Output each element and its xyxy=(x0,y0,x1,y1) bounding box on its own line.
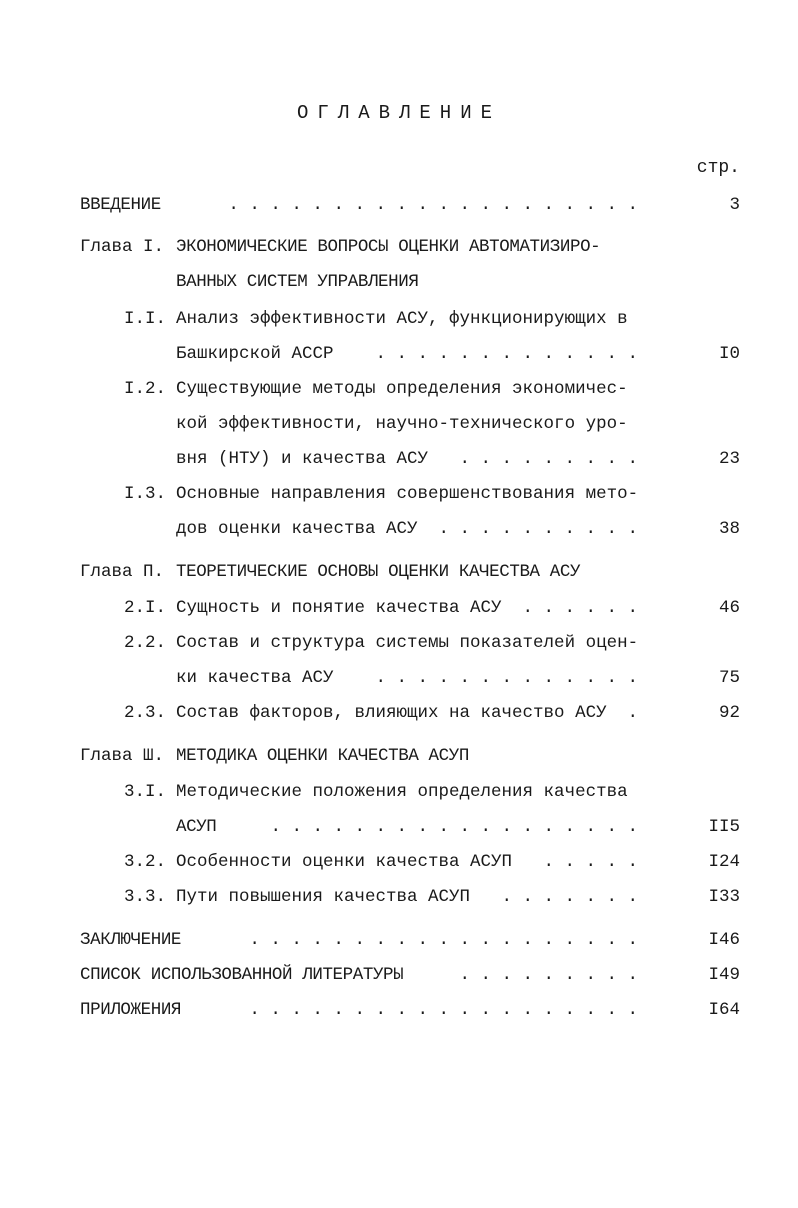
toc-entry-text: Основные направления совершенствования мето- xyxy=(176,484,639,504)
toc-section-number: I.I. xyxy=(124,309,167,329)
toc-entry-text: вня (НТУ) и качества АСУ xyxy=(176,449,429,469)
toc-leader-dots: . . . . . . . . . . . . . . . . . . . xyxy=(249,1000,638,1020)
toc-entry-continuation xyxy=(80,337,798,371)
toc-entry-text: ВВЕДЕНИЕ xyxy=(80,195,161,215)
toc-leader-dots: . xyxy=(627,703,638,723)
toc-section xyxy=(80,775,798,809)
toc-entry xyxy=(80,923,798,957)
toc-entry-continuation xyxy=(80,661,798,695)
toc-entry-text: Анализ эффективности АСУ, функционирующих в xyxy=(176,309,628,329)
toc-section xyxy=(80,591,798,625)
toc-entry xyxy=(80,958,798,992)
toc-entry-text: Пути повышения качества АСУП xyxy=(176,887,471,907)
toc-entry-text: МЕТОДИКА ОЦЕНКИ КАЧЕСТВА АСУП xyxy=(176,746,469,766)
toc-entry-text: Сущность и понятие качества АСУ xyxy=(176,598,502,618)
toc-section-number: 2.I. xyxy=(124,598,167,618)
toc-entry-continuation xyxy=(80,512,798,546)
toc-page-number: I0 xyxy=(718,344,740,364)
toc-entry-text: Башкирской АССР xyxy=(176,344,334,364)
toc-entry-continuation xyxy=(80,442,798,476)
toc-section-number: 3.3. xyxy=(124,887,167,907)
toc-section xyxy=(80,477,798,511)
toc-page-number: 23 xyxy=(718,449,740,469)
toc-page-number: 3 xyxy=(729,195,740,215)
toc-section-number: I.2. xyxy=(124,379,167,399)
toc-leader-dots: . . . . . . . . . xyxy=(459,449,638,469)
toc-leader-dots: . . . . . . . . . . . . . xyxy=(375,344,638,364)
toc-entry-text: СПИСОК ИСПОЛЬЗОВАННОЙ ЛИТЕРАТУРЫ xyxy=(80,965,404,985)
toc-page-number: 38 xyxy=(718,519,740,539)
toc-page-number: I24 xyxy=(708,852,740,872)
toc-leader-dots: . . . . . . . . . . . . . . . . . . . . xyxy=(228,195,638,215)
toc-entry-text: Состав факторов, влияющих на качество АСУ xyxy=(176,703,607,723)
toc-page-number: 75 xyxy=(718,668,740,688)
toc-leader-dots: . . . . . . . . . . xyxy=(438,519,638,539)
toc-entry-text: ТЕОРЕТИЧЕСКИЕ ОСНОВЫ ОЦЕНКИ КАЧЕСТВА АСУ xyxy=(176,562,581,582)
toc-entry-text: Особенности оценки качества АСУП xyxy=(176,852,513,872)
toc-chapter-label: Глава I. xyxy=(80,237,165,257)
toc-section xyxy=(80,845,798,879)
toc-entry-continuation xyxy=(80,407,798,441)
toc-section xyxy=(80,626,798,660)
toc-page-number: I64 xyxy=(708,1000,740,1020)
toc-entry xyxy=(80,993,798,1027)
toc-section-number: 2.2. xyxy=(124,633,167,653)
toc-chapter-label: Глава Ш. xyxy=(80,746,165,766)
toc-entry-text: дов оценки качества АСУ xyxy=(176,519,418,539)
page-column-header: стр. xyxy=(696,158,740,178)
toc-section xyxy=(80,880,798,914)
toc-entry-text: Существующие методы определения экономичес- xyxy=(176,379,628,399)
toc-page-number: 46 xyxy=(718,598,740,618)
toc-leader-dots: . . . . . . . . . xyxy=(459,965,638,985)
toc-page-number: I49 xyxy=(708,965,740,985)
toc-page-number: 92 xyxy=(718,703,740,723)
toc-section xyxy=(80,696,798,730)
toc-entry-text: АСУП xyxy=(176,817,217,837)
toc-entry-continuation xyxy=(80,810,798,844)
toc-entry-text: Методические положения определения качества xyxy=(176,782,628,802)
toc-chapter-label: Глава П. xyxy=(80,562,165,582)
toc-page-number: I46 xyxy=(708,930,740,950)
toc-chapter-heading xyxy=(80,555,798,589)
toc-entry xyxy=(80,188,798,222)
toc-entry-text: ки качества АСУ xyxy=(176,668,334,688)
toc-section xyxy=(80,302,798,336)
toc-entry-text: ПРИЛОЖЕНИЯ xyxy=(80,1000,182,1020)
toc-section-number: I.3. xyxy=(124,484,167,504)
toc-leader-dots: . . . . . . . xyxy=(501,887,638,907)
toc-section-number: 2.3. xyxy=(124,703,167,723)
toc-leader-dots: . . . . . . xyxy=(522,598,638,618)
toc-page-number: I33 xyxy=(708,887,740,907)
toc-chapter-heading xyxy=(80,739,798,773)
toc-entry-text: кой эффективности, научно-технического уро- xyxy=(176,414,628,434)
toc-page-number: II5 xyxy=(708,817,740,837)
page-title: ОГЛАВЛЕНИЕ xyxy=(296,102,502,124)
toc-entry-text: ЭКОНОМИЧЕСКИЕ ВОПРОСЫ ОЦЕНКИ АВТОМАТИЗИРО- xyxy=(176,237,601,257)
toc-entry-continuation xyxy=(80,265,798,299)
toc-section xyxy=(80,372,798,406)
toc-entry-text: ВАННЫХ СИСТЕМ УПРАВЛЕНИЯ xyxy=(176,272,419,292)
toc-section-number: 3.I. xyxy=(124,782,167,802)
toc-leader-dots: . . . . . xyxy=(543,852,638,872)
toc-section-number: 3.2. xyxy=(124,852,167,872)
toc-entry-text: ЗАКЛЮЧЕНИЕ xyxy=(80,930,182,950)
toc-leader-dots: . . . . . . . . . . . . . . . . . . . xyxy=(249,930,638,950)
toc-entry-text: Состав и структура системы показателей оцен- xyxy=(176,633,639,653)
toc-chapter-heading xyxy=(80,230,798,264)
toc-leader-dots: . . . . . . . . . . . . . . . . . . xyxy=(270,817,638,837)
toc-leader-dots: . . . . . . . . . . . . . xyxy=(375,668,638,688)
